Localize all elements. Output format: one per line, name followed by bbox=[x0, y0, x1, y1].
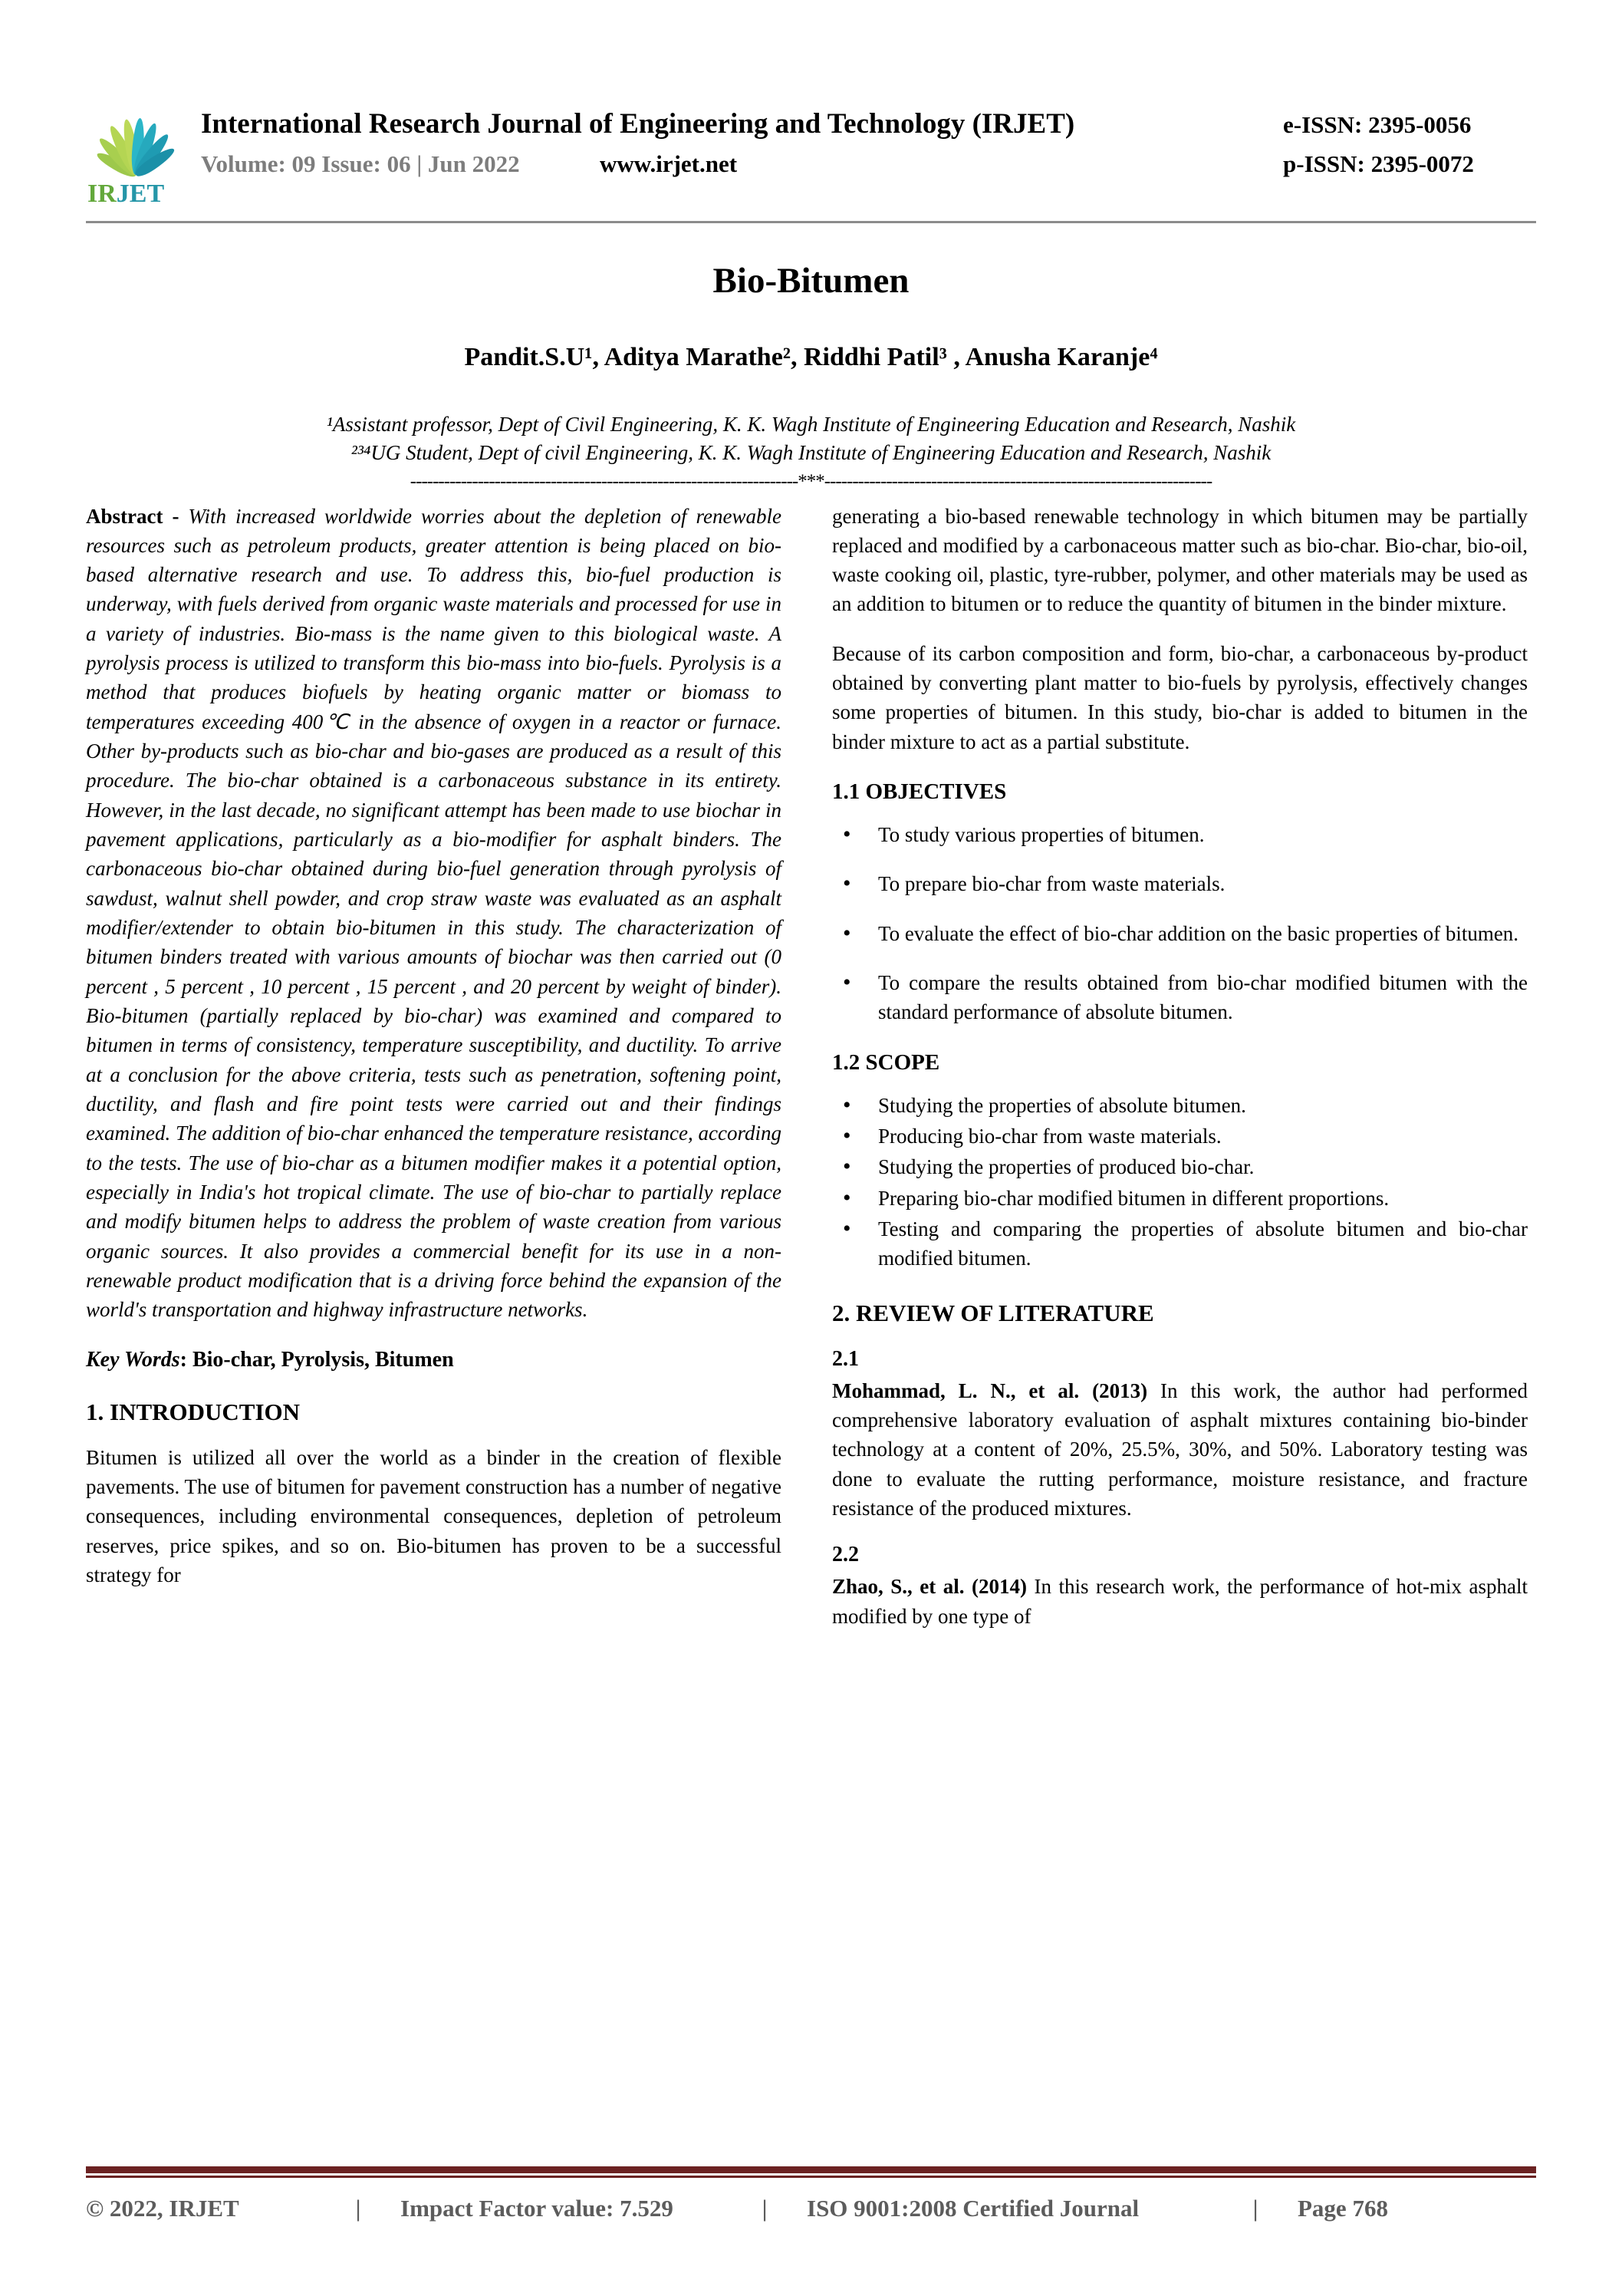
footer-impact-factor: Impact Factor value: 7.529 bbox=[400, 2195, 673, 2222]
list-item: • To prepare bio-char from waste materials. bbox=[832, 869, 1528, 898]
keywords-value: : Bio-char, Pyrolysis, Bitumen bbox=[179, 1347, 454, 1372]
footer-divider-thick bbox=[86, 2166, 1536, 2173]
scope-list bbox=[832, 1091, 1528, 1273]
affiliations bbox=[86, 410, 1536, 468]
leaf-fan-icon bbox=[86, 110, 183, 178]
abstract-label: Abstract - bbox=[86, 504, 179, 528]
abstract-paragraph bbox=[86, 502, 781, 1325]
reference-number-2-1: 2.1 bbox=[832, 1346, 859, 1371]
page-title: Bio-Bitumen bbox=[712, 261, 910, 301]
intro-paragraph: Bitumen is utilized all over the world as a binder in the creation of flexible pavements. The use of bitumen for pavement construction has a number of negative consequences, including environmental consequences, depletion of petroleum reserves, price spikes, and so on. Bio-bitumen has proven to be a successful strategy for bbox=[86, 1445, 781, 1586]
footer-separator-3: | bbox=[1252, 2195, 1258, 2222]
page-footer bbox=[86, 2166, 1536, 2222]
logo-text-jet: JET bbox=[116, 180, 165, 208]
reference-author-2-1: Mohammad, L. N., et al. (2013) bbox=[832, 1379, 1148, 1402]
footer-divider-thin bbox=[86, 2176, 1536, 2178]
reference-author-2-2: Zhao, S., et al. (2014) bbox=[832, 1575, 1027, 1599]
footer-copyright: © 2022, IRJET bbox=[86, 2195, 239, 2222]
right-column bbox=[832, 502, 1528, 1632]
heading-objectives: 1.1 OBJECTIVES bbox=[832, 779, 1007, 805]
keywords bbox=[86, 1348, 781, 1372]
list-item: • Studying the properties of absolute bitumen. bbox=[832, 1091, 1528, 1120]
affiliation-1: ¹Assistant professor, Dept of Civil Engineering, K. K. Wagh Institute of Engineering Education and Research, Nashik bbox=[326, 413, 1296, 436]
volume-issue: Volume: 09 Issue: 06 | Jun 2022 bbox=[201, 150, 520, 177]
objectives-list bbox=[832, 820, 1528, 1027]
keywords-label: Key Words bbox=[86, 1347, 180, 1372]
heading-scope: 1.2 SCOPE bbox=[832, 1049, 940, 1075]
list-item: • Studying the properties of produced bio-char. bbox=[832, 1152, 1528, 1181]
logo-text-ir: IR bbox=[87, 180, 117, 208]
reference-entry-2-2 bbox=[832, 1572, 1528, 1631]
irjet-logo bbox=[86, 110, 183, 208]
heading-introduction: 1. INTRODUCTION bbox=[86, 1398, 301, 1425]
footer-row bbox=[86, 2195, 1536, 2222]
e-issn: e-ISSN: 2395-0056 bbox=[1283, 111, 1472, 138]
footer-separator-2: | bbox=[762, 2195, 768, 2222]
list-item: • To compare the results obtained from bio-char modified bitumen with the standard performance of absolute bitumen. bbox=[832, 968, 1528, 1027]
intro-continued-paragraph: generating a bio-based renewable technology in which bitumen may be partially replaced and modified by a carbonaceous matter such as bio-char. Bio-char, bio-oil, waste cooking oil, plastic, tyre-rubber, polymer, and other materials may be used as an addition to bitumen or to reduce the quantity of bitumen in the binder mixture. bbox=[832, 504, 1528, 616]
reference-text-2-2: In this research work, the performance of hot-mix asphalt modified by one type of bbox=[832, 1575, 1528, 1628]
content-columns bbox=[86, 502, 1536, 1632]
footer-separator-1: | bbox=[355, 2195, 361, 2222]
journal-title: International Research Journal of Engineering and Technology (IRJET) bbox=[201, 108, 1075, 140]
list-item: • Preparing bio-char modified bitumen in different proportions. bbox=[832, 1184, 1528, 1213]
heading-review-of-literature: 2. REVIEW OF LITERATURE bbox=[832, 1299, 1154, 1326]
list-item: • Producing bio-char from waste materials. bbox=[832, 1122, 1528, 1151]
reference-text-2-1: In this work, the author had performed comprehensive laboratory evaluation of asphalt mixtures containing bio-binder technology at a content of 20%, 25.5%, 30%, and 50%. Laboratory testing was done to evaluate the rutting performance, moisture resistance, and fracture resistance of the produced mixtures. bbox=[832, 1379, 1528, 1520]
irjet-logo-text bbox=[87, 181, 164, 207]
header-divider bbox=[86, 221, 1536, 223]
footer-iso-certification: ISO 9001:2008 Certified Journal bbox=[807, 2195, 1140, 2222]
abstract-text: With increased worldwide worries about the depletion of renewable resources such as petroleum products, greater attention is being placed on bio-based alternative research and use. To address this, bio-fuel production is underway, with fuels derived from organic waste materials and processed for use in a variety of industries. Bio-mass is the name given to this biological waste. A pyrolysis process is utilized to transform this bio-mass into bio-fuels. Pyrolysis is a method that produces biofuels by heating organic matter or biomass to temperatures exceeding 400℃ in the absence of oxygen in a reactor or furnace. Other by-products such as bio-char and bio-gases are produced as a result of this procedure. The bio-char obtained is a carbonaceous substance in its entirety. However, in the last decade, no significant attempt has been made to use biochar in pavement applications, particularly as a bio-modifier for asphalt binders. The carbonaceous bio-char obtained during bio-fuel generation through pyrolysis of sawdust, walnut shell powder, and crop straw waste was evaluated as an asphalt modifier/extender to obtain bio-bitumen in this study. The characterization of bitumen binders treated with various amounts of biochar was then carried out (0 percent , 5 percent , 10 percent , 15 percent , and 20 percent by weight of binder). Bio-bitumen (partially replaced by bio-char) was examined and compared to bitumen in terms of consistency, temperature susceptibility, and ductility. To arrive at a conclusion for the above criteria, tests such as penetration, softening point, ductility, and flash and fire point tests were carried out and their findings examined. The addition of bio-char enhanced the temperature resistance, according to the tests. The use of bio-char as a bitumen modifier makes it a potential option, especially in India's hot tropical climate. The use of bio-char to partially replace and modify bitumen helps to address the problem of waste creation from various organic sources. It also provides a commercial benefit for its use in a non-renewable product modification that is a driving force behind the expansion of the world's transportation and highway infrastructure networks. bbox=[86, 504, 782, 1322]
reference-entry-2-1 bbox=[832, 1376, 1528, 1524]
list-item: • To study various properties of bitumen. bbox=[832, 820, 1528, 849]
section-separator: ---------------------------------------------------------------------***--------------------------------------------------------------------- bbox=[410, 470, 1212, 492]
journal-masthead bbox=[86, 0, 1536, 215]
left-column bbox=[86, 502, 781, 1632]
masthead-text bbox=[183, 107, 1536, 190]
biochar-paragraph: Because of its carbon composition and form, bio-char, a carbonaceous by-product obtained by converting plant matter to bio-fuels by pyrolysis, effectively changes some properties of bitumen. In this study, bio-char is added to bitumen in the binder mixture to act as a partial substitute. bbox=[832, 641, 1528, 753]
author-list: Pandit.S.U¹, Aditya Marathe², Riddhi Patil³ , Anusha Karanje⁴ bbox=[464, 343, 1158, 371]
list-item: • Testing and comparing the properties of absolute bitumen and bio-char modified bitumen. bbox=[832, 1214, 1528, 1273]
footer-page-number: Page 768 bbox=[1298, 2195, 1388, 2222]
journal-website[interactable]: www.irjet.net bbox=[600, 150, 738, 177]
affiliation-2: ²³⁴UG Student, Dept of civil Engineering, K. K. Wagh Institute of Engineering Education and Research, Nashik bbox=[350, 441, 1272, 465]
list-item: • To evaluate the effect of bio-char addition on the basic properties of bitumen. bbox=[832, 919, 1528, 948]
p-issn: p-ISSN: 2395-0072 bbox=[1283, 150, 1474, 177]
reference-number-2-2: 2.2 bbox=[832, 1543, 859, 1567]
